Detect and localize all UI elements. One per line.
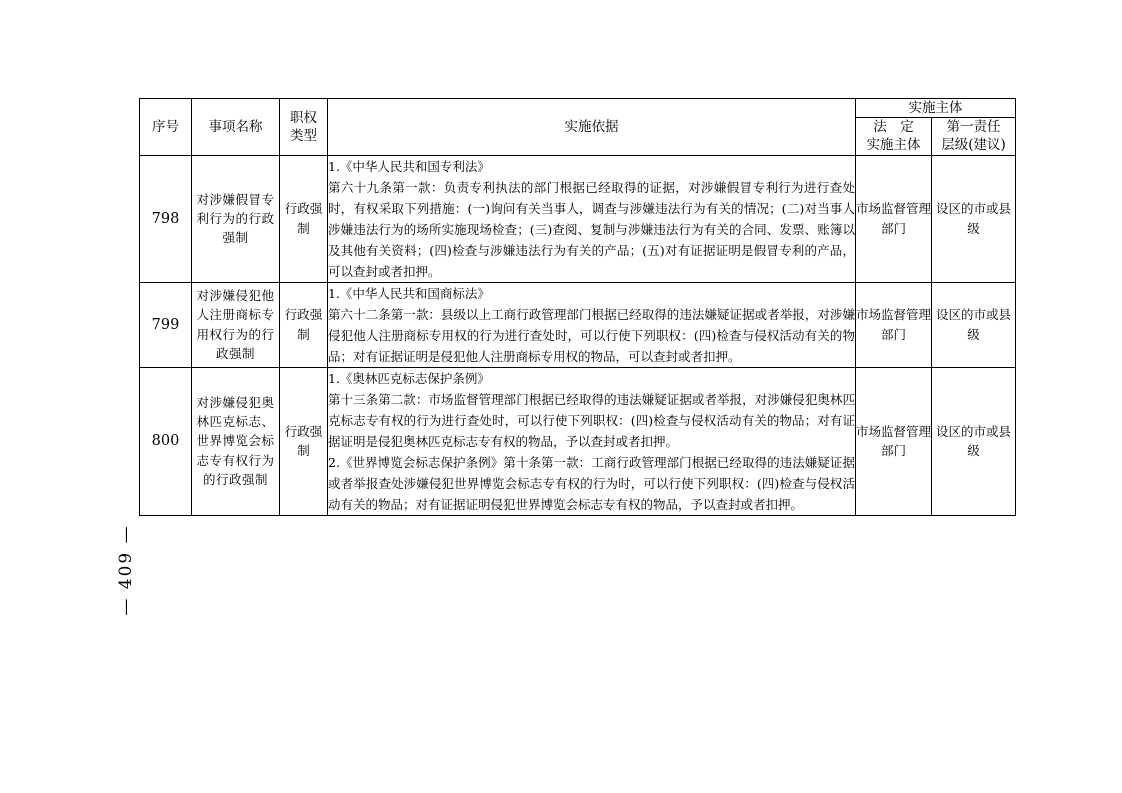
cell-statutory-subject: 市场监督管理部门: [856, 282, 932, 367]
cell-authority-type: 行政强制: [280, 367, 328, 515]
column-header-statutory-subject-line2: 实施主体: [866, 137, 921, 154]
table-header-row-group: [140, 99, 1016, 118]
cell-responsibility-level: 设区的市或县级: [932, 155, 1016, 282]
table-header: [140, 99, 1016, 156]
column-header-first-responsibility-level-line1: 第一责任: [946, 119, 1001, 136]
cell-responsibility-level: 设区的市或县级: [932, 282, 1016, 367]
cell-item-name: 对涉嫌假冒专利行为的行政强制: [192, 155, 280, 282]
column-header-first-responsibility-level: [932, 118, 1016, 155]
table-row: [140, 155, 1016, 282]
cell-legal-basis: [328, 282, 856, 367]
column-header-first-responsibility-level-line2: 层级(建议): [941, 137, 1006, 154]
column-header-authority-type-line1: 职权: [290, 109, 317, 126]
cell-item-name: 对涉嫌侵犯奥林匹克标志、世界博览会标志专有权行为的行政强制: [192, 367, 280, 515]
column-header-statutory-subject: [856, 118, 932, 155]
legal-basis-text: 1.《中华人民共和国商标法》 第六十二条第一款：县级以上工商行政管理部门根据已经取得的违法嫌疑证据或者举报，对涉嫌侵犯他人注册商标专用权的行为进行查处时，可以行使下列职权：(四)检查与侵权活动有关的物品；对有证据证明是侵犯他人注册商标专用权的物品，可以查封或者扣押。: [328, 285, 855, 364]
cell-legal-basis: [328, 367, 856, 515]
catalog-table: [139, 98, 1016, 516]
cell-authority-type: 行政强制: [280, 282, 328, 367]
column-header-seq: 序号: [140, 99, 192, 156]
cell-statutory-subject: 市场监督管理部门: [856, 155, 932, 282]
cell-seq: 800: [140, 367, 192, 515]
column-header-authority-type: [280, 99, 328, 156]
column-header-legal-basis: 实施依据: [328, 99, 856, 156]
column-header-statutory-subject-line1: 法 定: [873, 119, 914, 136]
legal-basis-text: 1.《中华人民共和国专利法》 第六十九条第一款：负责专利执法的部门根据已经取得的证据，对涉嫌假冒专利行为进行查处时，有权采取下列措施：(一)询问有关当事人，调查与涉嫌违法行为有关的情况；(二)对当事人涉嫌违法行为的场所实施现场检查；(三)查阅、复制与涉嫌违法行为有关的合同、发票、账簿以及其他有关资料；(四)检查与涉嫌违法行为有关的产品；(五)对有证据证明是假冒专利的产品，可以查封或者扣押。: [328, 158, 855, 279]
table-row: [140, 282, 1016, 367]
column-header-item-name: 事项名称: [192, 99, 280, 156]
table-row: [140, 367, 1016, 515]
cell-statutory-subject: 市场监督管理部门: [856, 367, 932, 515]
cell-responsibility-level: 设区的市或县级: [932, 367, 1016, 515]
cell-seq: 799: [140, 282, 192, 367]
cell-legal-basis: [328, 155, 856, 282]
cell-authority-type: 行政强制: [280, 155, 328, 282]
table-body: [140, 155, 1016, 515]
page-number: — 409 —: [116, 524, 136, 616]
cell-seq: 798: [140, 155, 192, 282]
column-header-implementing-subject-group: 实施主体: [856, 99, 1016, 118]
cell-item-name: 对涉嫌侵犯他人注册商标专用权行为的行政强制: [192, 282, 280, 367]
column-header-authority-type-line2: 类型: [290, 127, 317, 144]
legal-basis-text: 1.《奥林匹克标志保护条例》 第十三条第二款：市场监督管理部门根据已经取得的违法嫌疑证据或者举报，对涉嫌侵犯奥林匹克标志专有权的行为进行查处时，可以行使下列职权：(四)检查与侵权活动有关的物品；对有证据证明是侵犯奥林匹克标志专有权的物品，予以查封或者扣押。 2.《世界博览会标志保护条例》第十条第一款：工商行政管理部门根据已经取得的违法嫌疑证据或者举报查处涉嫌侵犯世界博览会标志专有权的行为时，可以行使下列职权：(四)检查与侵权活动有关的物品；对有证据证明侵犯世界博览会标志专有权的物品，予以查封或者扣押。: [328, 370, 855, 512]
